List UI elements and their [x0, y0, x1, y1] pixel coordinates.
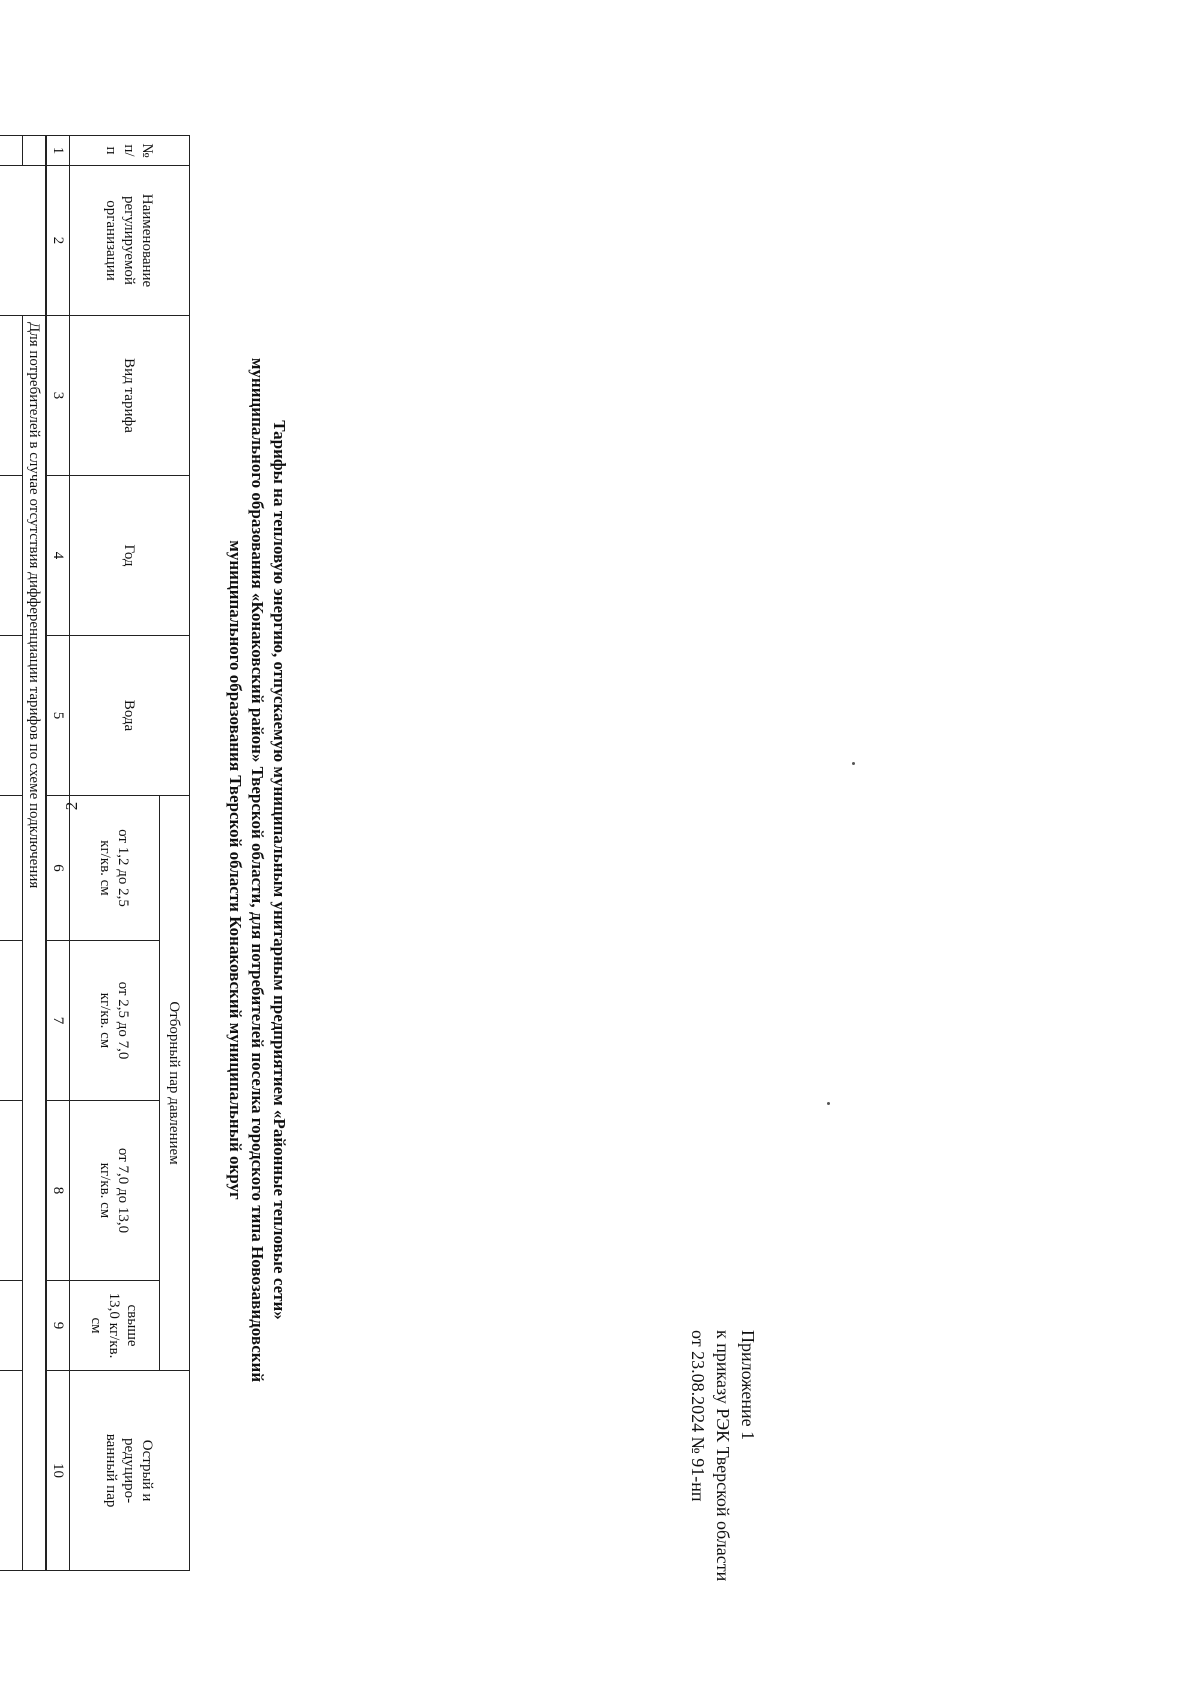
col-number: 9 — [46, 1281, 70, 1371]
header-pressure-2: от 2,5 до 7,0 кг/кв. см — [70, 941, 160, 1101]
stamp-line: к приказу РЭК Тверской области — [713, 1330, 733, 1582]
title-line: Тарифы на тепловую энергию, отпускаемую муниципальным унитарным предприятием «Районные тепловые сети» — [270, 420, 289, 1320]
col-number: 1 — [46, 136, 70, 166]
sharp-steam-value — [0, 1371, 23, 1571]
header-sharp-steam: Острый и редуциро- ванный пар — [70, 1371, 190, 1571]
col-number: 3 — [46, 316, 70, 476]
col-number: 5 — [46, 636, 70, 796]
scan-speck — [852, 762, 855, 765]
header-pressure-4: свыше 13,0 кг/кв. см — [70, 1281, 160, 1371]
header-water: Вода — [70, 636, 190, 796]
header-year: Год — [70, 476, 190, 636]
header-num: № п/ п — [70, 136, 190, 166]
header-org: Наименование регулируемой организации — [70, 166, 190, 316]
page-number: 2 — [62, 801, 81, 811]
org-name-cell — [0, 166, 46, 316]
band-all-consumers: Для потребителей в случае отсутствия дифференциации тарифов по схеме подключения — [23, 316, 47, 1571]
document-title — [224, 180, 290, 1560]
stamp-line: Приложение 1 — [738, 1330, 758, 1441]
col-number: 4 — [46, 476, 70, 636]
header-tariff-type: Вид тарифа — [70, 316, 190, 476]
num-cell-empty — [23, 136, 47, 166]
pressure-1-value — [0, 796, 23, 941]
col-number: 6 — [46, 796, 70, 941]
title-line: муниципального образования «Конаковский район» Тверской области, для потребителей поселка городского типа Новозавидовский — [248, 357, 267, 1383]
col-number: 10 — [46, 1371, 70, 1571]
scan-speck — [827, 1102, 830, 1105]
water-value — [0, 636, 23, 796]
table-row — [0, 136, 23, 1571]
col-number: 2 — [46, 166, 70, 316]
header-pressure-1: от 1,2 до 2,5 кг/кв. см — [70, 796, 160, 941]
pressure-2-value — [0, 941, 23, 1101]
appendix-stamp — [685, 1330, 760, 1630]
column-number-row — [46, 136, 70, 1571]
col-number: 7 — [46, 941, 70, 1101]
row-num — [0, 136, 23, 166]
pressure-3-value — [0, 1101, 23, 1281]
rotated-landscape-page — [0, 40, 760, 1600]
title-line: муниципального образования Тверской области Конаковский муниципальный округ — [226, 540, 245, 1200]
tariff-table — [0, 135, 190, 1571]
header-pressure-3: от 7,0 до 13,0 кг/кв. см — [70, 1101, 160, 1281]
col-number: 8 — [46, 1101, 70, 1281]
stamp-line: от 23.08.2024 № 91-нп — [688, 1330, 708, 1502]
tariff-type-cell — [0, 316, 23, 476]
year-cell — [0, 476, 23, 636]
pressure-4-value — [0, 1281, 23, 1371]
header-steam-group: Отборный пар давлением — [160, 796, 190, 1371]
